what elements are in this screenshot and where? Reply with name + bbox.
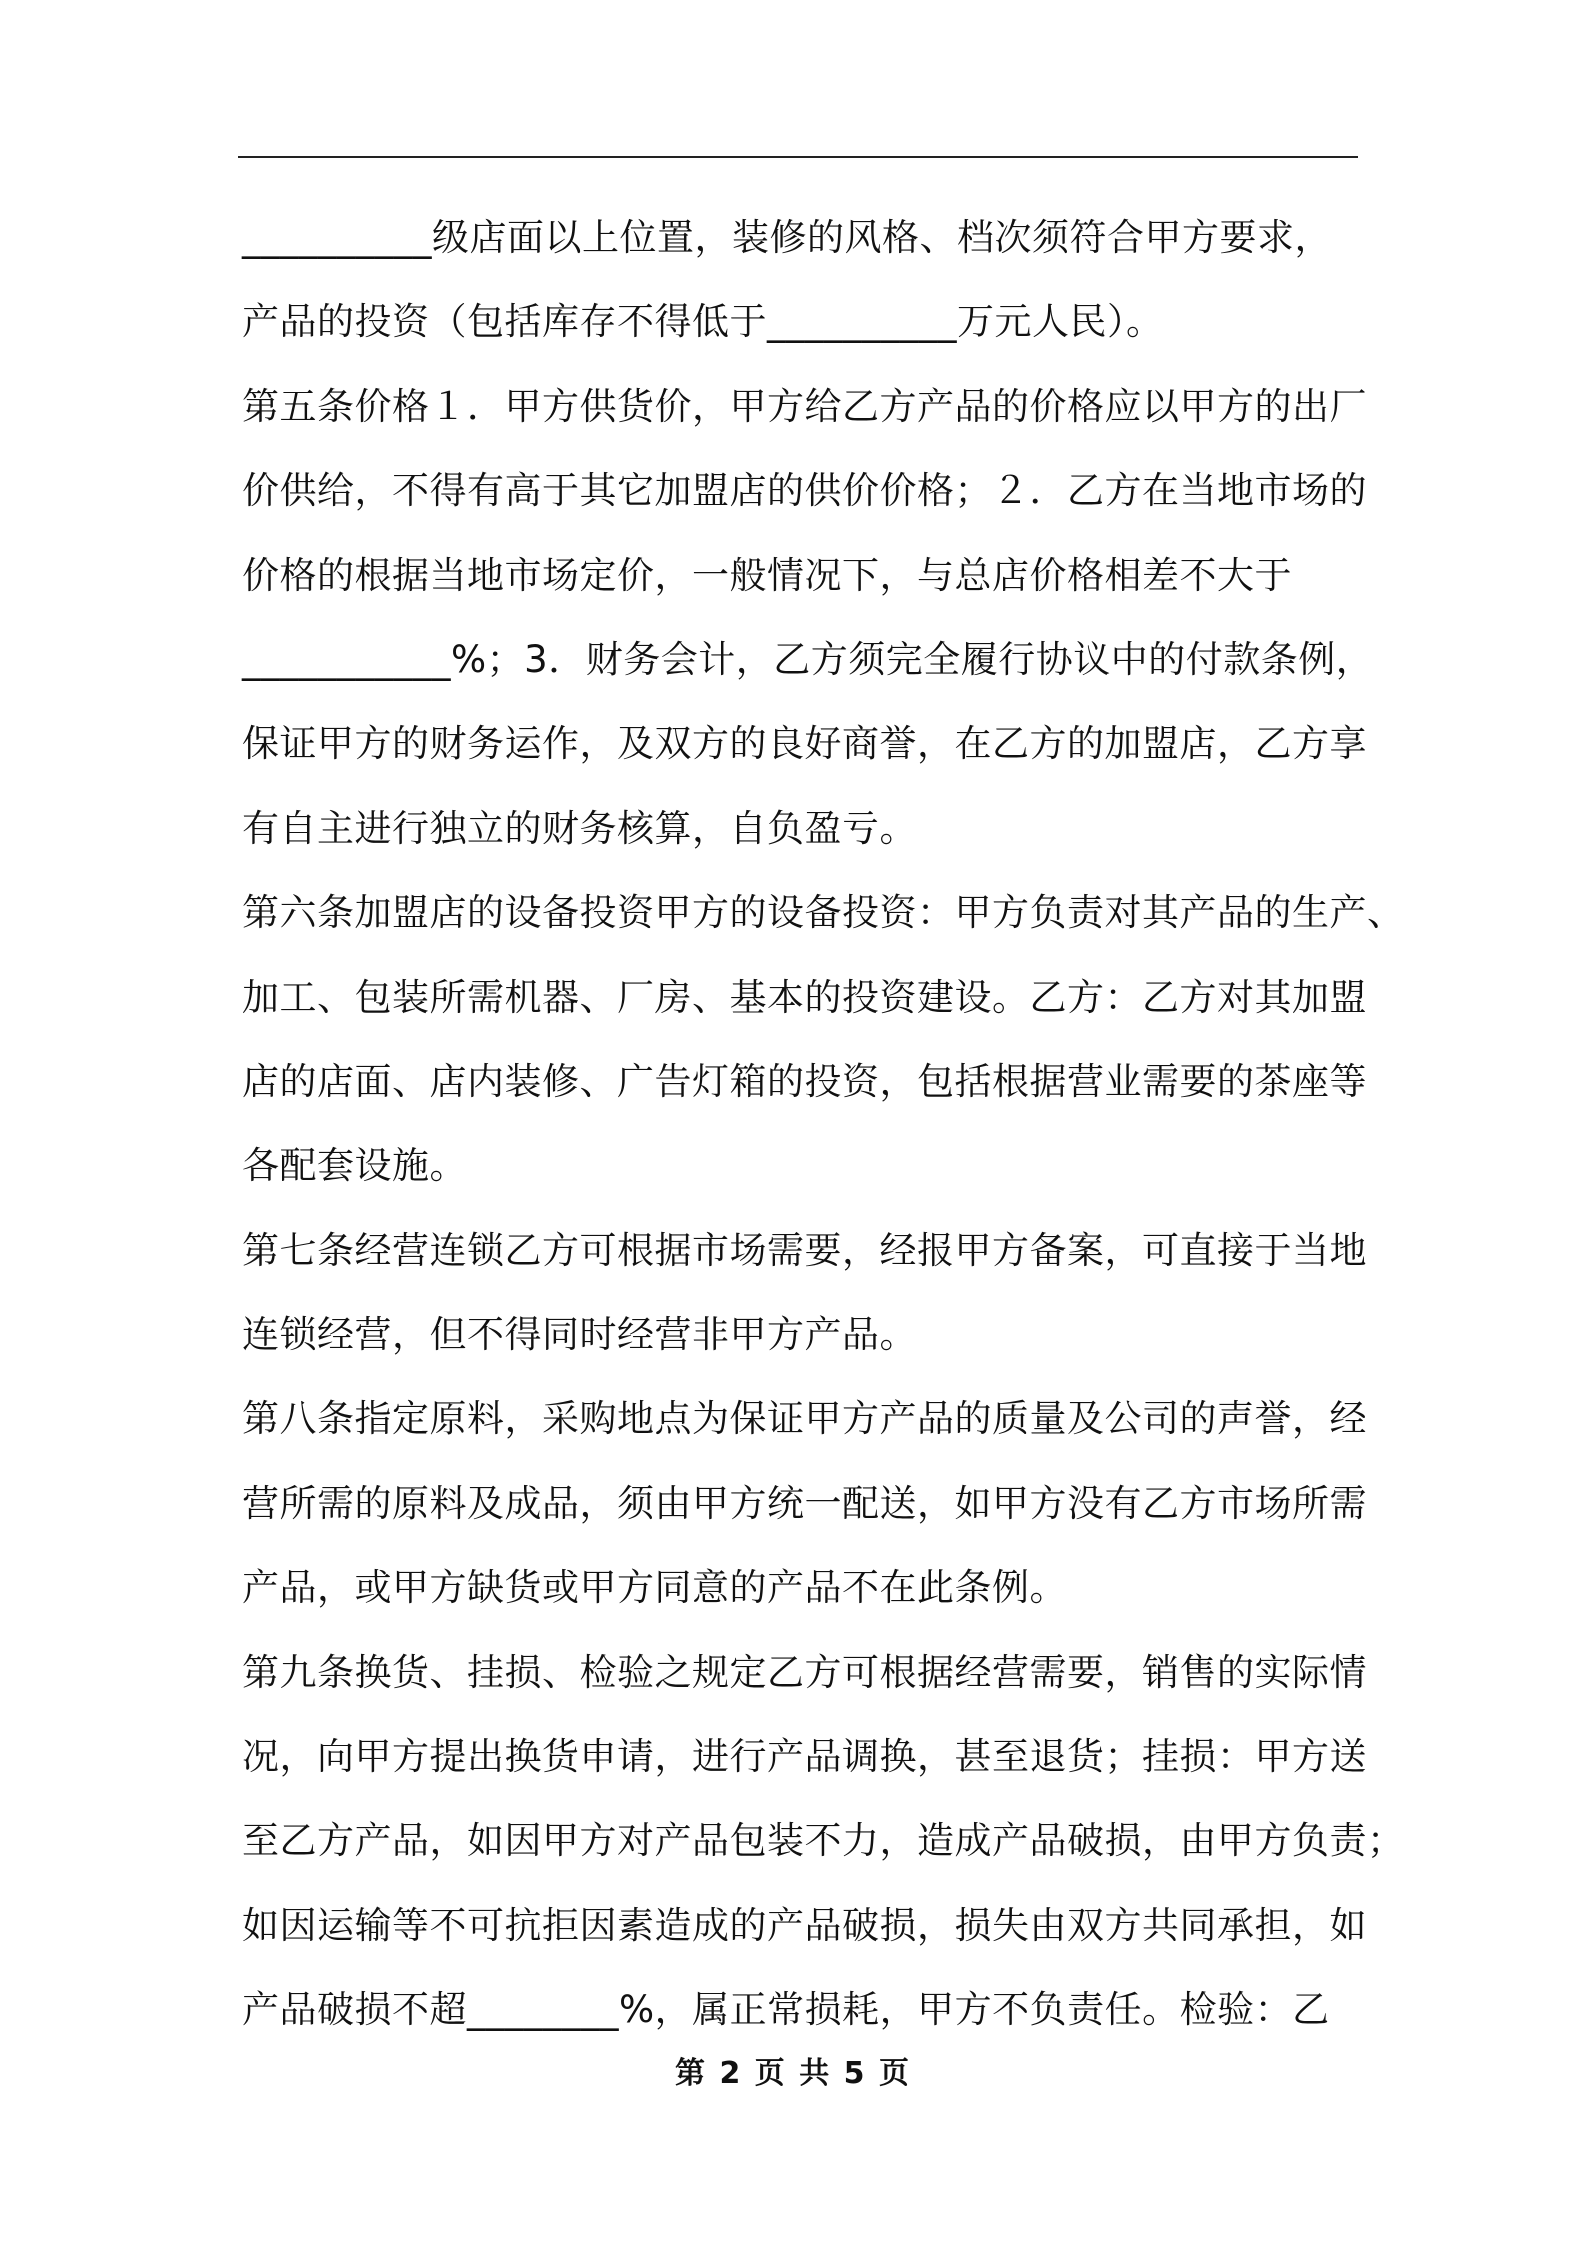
text-line: 第九条换货、挂损、检验之规定乙方可根据经营需要，销售的实际情 bbox=[242, 1650, 1367, 1694]
header-rule bbox=[238, 156, 1358, 158]
text-line: 店的店面、店内装修、广告灯箱的投资，包括根据营业需要的茶座等 bbox=[242, 1059, 1367, 1103]
document-body bbox=[242, 196, 1405, 2053]
text-line: 况，向甲方提出换货申请，进行产品调换，甚至退货；挂损：甲方送 bbox=[242, 1735, 1367, 1779]
text-line: 如因运输等不可抗拒因素造成的产品破损，损失由双方共同承担，如 bbox=[242, 1903, 1367, 1947]
text-line: __________级店面以上位置，装修的风格、档次须符合甲方要求， bbox=[242, 216, 1332, 259]
text-line: 连锁经营，但不得同时经营非甲方产品。 bbox=[242, 1313, 917, 1357]
text-line: 第六条加盟店的设备投资甲方的设备投资：甲方负责对其产品的生产、 bbox=[242, 891, 1405, 935]
text-line: 产品，或甲方缺货或甲方同意的产品不在此条例。 bbox=[242, 1566, 1067, 1610]
text-line: 产品破损不超________%，属正常损耗，甲方不负责任。检验：乙 bbox=[242, 1988, 1330, 2032]
page-number: 第 2 页 共 5 页 bbox=[675, 2056, 911, 2091]
text-line: 加工、包装所需机器、厂房、基本的投资建设。乙方：乙方对其加盟 bbox=[242, 975, 1367, 1019]
text-line: 各配套设施。 bbox=[242, 1144, 467, 1188]
text-line: ___________%；3．财务会计，乙方须完全履行协议中的付款条例， bbox=[242, 637, 1374, 681]
text-line: 营所需的原料及成品，须由甲方统一配送，如甲方没有乙方市场所需 bbox=[242, 1481, 1367, 1525]
text-line: 产品的投资（包括库存不得低于__________万元人民）。 bbox=[242, 300, 1164, 344]
text-line: 第七条经营连锁乙方可根据市场需要，经报甲方备案，可直接于当地 bbox=[242, 1228, 1367, 1272]
text-line: 至乙方产品，如因甲方对产品包装不力，造成产品破损，由甲方负责； bbox=[242, 1819, 1405, 1863]
text-line: 第八条指定原料，采购地点为保证甲方产品的质量及公司的声誉，经 bbox=[242, 1397, 1367, 1441]
text-line: 有自主进行独立的财务核算，自负盈亏。 bbox=[242, 806, 917, 850]
text-line: 第五条价格１．甲方供货价，甲方给乙方产品的价格应以甲方的出厂 bbox=[242, 384, 1367, 428]
text-line: 价格的根据当地市场定价，一般情况下，与总店价格相差不大于 bbox=[242, 553, 1292, 597]
text-line: 保证甲方的财务运作，及双方的良好商誉，在乙方的加盟店，乙方享 bbox=[242, 722, 1367, 766]
text-line: 价供给，不得有高于其它加盟店的供价价格；２．乙方在当地市场的 bbox=[242, 469, 1367, 513]
